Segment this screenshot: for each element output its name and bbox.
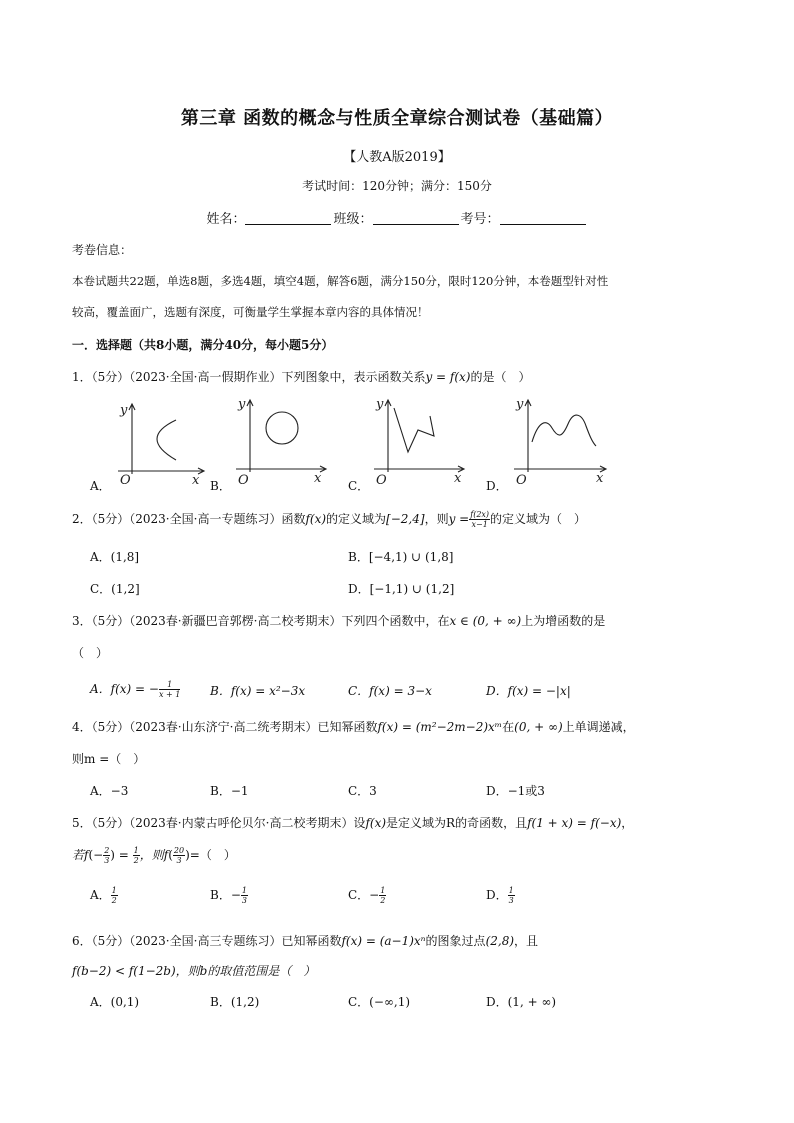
number-label: 考号： xyxy=(460,212,500,227)
q2-fraction: $\frac{f(2x)}{x-1}$ xyxy=(470,510,490,529)
q6-option-d[interactable]: D．(1, + ∞) xyxy=(486,995,557,1009)
student-info-row xyxy=(0,208,794,227)
circle-curve xyxy=(266,412,298,444)
origin-label: O xyxy=(120,473,131,488)
origin-label: O xyxy=(516,473,527,488)
graph-a xyxy=(118,398,208,486)
graph-b xyxy=(236,394,330,486)
q5-option-d[interactable]: D． $\frac{1}{3}$ xyxy=(486,886,514,905)
q3-option-a[interactable]: A．f(x) = − $\frac{1}{x + 1}$ xyxy=(90,680,181,699)
q5-frac-val1: $\frac{1}{2}$ xyxy=(133,846,139,865)
class-label: 班级： xyxy=(333,212,373,227)
info-line-2: 较高，覆盖面广，选题有深度，可衡量学生掌握本章内容的具体情况！ xyxy=(72,305,429,319)
question-6-stem: 6．（5分）（2023·全国·高三专题练习）已知幂函数f(x) = (a−1)xⁿ的图象过点(2,8)，且 xyxy=(72,934,539,948)
question-6-stem-line2: f(b−2) < f(1−2b)，则b的取值范围是（ ） xyxy=(72,964,316,978)
q6-option-c[interactable]: C．(−∞,1) xyxy=(348,995,411,1009)
section-heading: 一．选择题（共8小题，满分40分，每小题5分） xyxy=(72,338,334,352)
x-label: x xyxy=(314,471,322,486)
zigzag-curve xyxy=(394,408,434,452)
q4-option-c[interactable]: C．3 xyxy=(348,784,377,798)
exam-info: 考试时间：120分钟；满分：150分 xyxy=(302,179,492,193)
question-3-stem: 3．（5分）（2023春·新疆巴音郭楞·高二校考期末）下列四个函数中，在x ∈ (0, + ∞)上为增函数的是 xyxy=(72,614,606,628)
q3-option-d[interactable]: D．f(x) = −|x| xyxy=(486,684,571,698)
q2-option-b[interactable]: B．[−4,1) ∪ (1,8] xyxy=(348,550,454,564)
sideways-parabola-curve xyxy=(157,420,176,460)
x-label: x xyxy=(454,471,462,486)
q1-option-a[interactable]: A． xyxy=(90,479,111,493)
q5-frac-arg1: $\frac{2}{3}$ xyxy=(104,846,110,865)
question-4-stem-line2: 则m =（ ） xyxy=(72,752,146,766)
wave-curve xyxy=(532,415,596,446)
info-line-1: 本卷试题共22题，单选8题，多选4题，填空4题，解答6题，满分150分，限时120分钟，本卷题型针对性 xyxy=(72,274,609,288)
q1-option-c[interactable]: C． xyxy=(348,479,370,493)
q3-option-b[interactable]: B．f(x) = x²−3x xyxy=(210,684,306,698)
q5-option-a[interactable]: A． $\frac{1}{2}$ xyxy=(90,886,117,905)
question-4-stem: 4．（5分）（2023春·山东济宁·高二统考期末）已知幂函数f(x) = (m²−2m−2)xᵐ在(0, + ∞)上单调递减， xyxy=(72,720,635,734)
q3-option-c[interactable]: C．f(x) = 3−x xyxy=(348,684,432,698)
edition-label: 【人教A版2019】 xyxy=(343,150,451,165)
graph-c xyxy=(374,394,468,486)
number-blank[interactable] xyxy=(500,211,586,225)
y-label: y xyxy=(238,397,246,412)
question-5-stem: 5．（5分）（2023春·内蒙古呼伦贝尔·高二校考期末）设f(x)是定义域为R的奇函数，且f(1 + x) = f(−x)， xyxy=(72,816,634,830)
question-3-stem-line2: （ ） xyxy=(72,646,109,660)
q2-option-a[interactable]: A．(1,8] xyxy=(90,550,140,564)
q6-option-a[interactable]: A．(0,1) xyxy=(90,995,140,1009)
q4-option-b[interactable]: B．−1 xyxy=(210,784,249,798)
origin-label: O xyxy=(376,473,387,488)
q4-option-d[interactable]: D．−1或3 xyxy=(486,784,545,798)
origin-label: O xyxy=(238,473,249,488)
x-label: x xyxy=(192,473,200,488)
q3-a-fraction: $\frac{1}{x + 1}$ xyxy=(158,680,181,699)
y-label: y xyxy=(516,397,524,412)
q1-option-d[interactable]: D． xyxy=(486,479,508,493)
class-blank[interactable] xyxy=(373,211,459,225)
name-label: 姓名： xyxy=(206,212,246,227)
name-blank[interactable] xyxy=(245,211,331,225)
q2-option-d[interactable]: D．[−1,1) ∪ (1,2] xyxy=(348,582,455,596)
y-label: y xyxy=(120,403,128,418)
info-heading: 考卷信息： xyxy=(72,243,133,257)
question-1-stem: 1．（5分）（2023·全国·高一假期作业）下列图象中，表示函数关系y = f(x)的是（ ） xyxy=(72,370,531,384)
q1-option-b[interactable]: B． xyxy=(210,479,231,493)
page-title: 第三章 函数的概念与性质全章综合测试卷（基础篇） xyxy=(180,108,614,129)
graph-d xyxy=(514,394,610,486)
q6-option-b[interactable]: B．(1,2) xyxy=(210,995,260,1009)
y-label: y xyxy=(376,397,384,412)
q5-option-b[interactable]: B．− $\frac{1}{3}$ xyxy=(210,886,247,905)
x-label: x xyxy=(596,471,604,486)
question-2-stem: 2．（5分）（2023·全国·高一专题练习）函数f(x)的定义域为[−2,4]，则y = $\frac{f(2x)}{x-1}$ 的定义域为（ ） xyxy=(72,510,587,529)
question-5-stem-line2: 若f(− $\frac{2}{3}$ ) = $\frac{1}{2}$ ，则f( $\frac{20}{3}$ )=（ ） xyxy=(72,846,236,865)
q2-option-c[interactable]: C．(1,2] xyxy=(90,582,140,596)
q4-option-a[interactable]: A．−3 xyxy=(90,784,129,798)
q5-option-c[interactable]: C．− $\frac{1}{2}$ xyxy=(348,886,386,905)
q5-frac-arg2: $\frac{20}{3}$ xyxy=(173,846,185,865)
